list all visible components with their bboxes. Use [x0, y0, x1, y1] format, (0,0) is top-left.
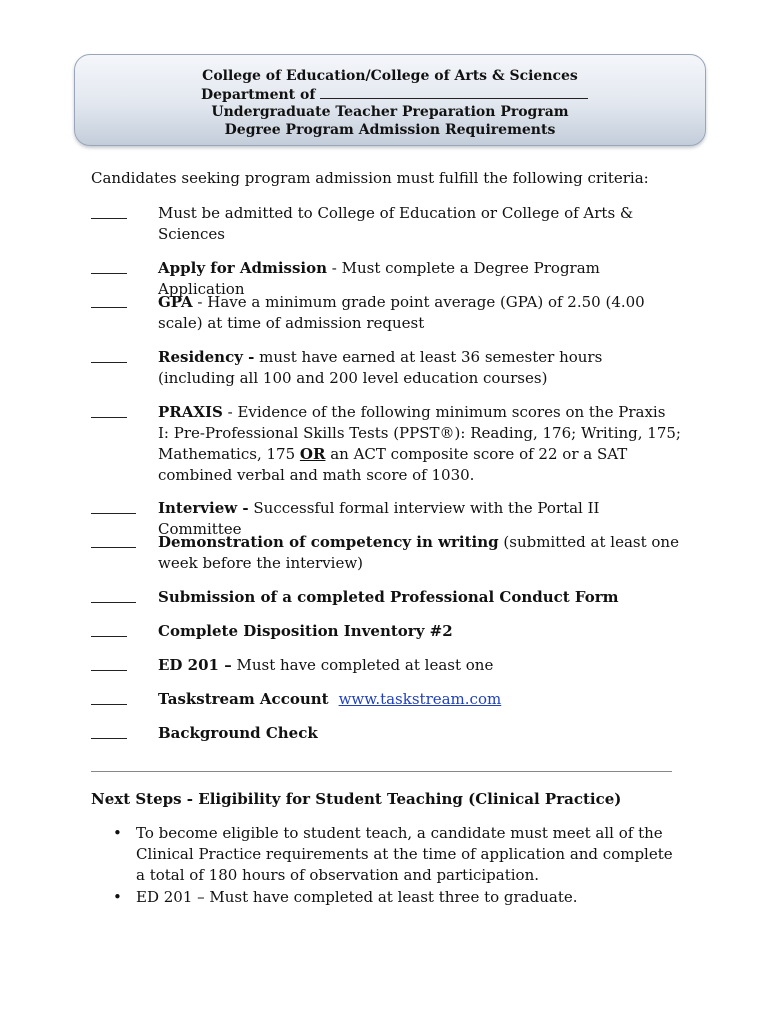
section-divider: [91, 771, 672, 772]
criterion-or: OR: [299, 445, 326, 463]
department-blank-line: [320, 85, 588, 99]
checklist-blank: [91, 655, 127, 671]
criterion-text: Must be admitted to College of Education or College of Arts & Sciences: [158, 204, 634, 243]
criterion-label: Taskstream Account: [158, 690, 329, 708]
criterion-text: - Must complete a Degree Program Application: [158, 259, 600, 298]
criterion-label: ED 201 –: [158, 656, 232, 674]
criterion-label: Apply for Admission: [158, 259, 328, 277]
checklist-blank: [91, 621, 127, 637]
criterion-label: Background Check: [158, 724, 318, 742]
header-department-label: Department of: [201, 87, 316, 103]
criterion-label: Submission of a completed Professional Conduct Form: [158, 588, 619, 606]
criterion-text: - Have a minimum grade point average (GPA) of 2.50 (4.00 scale) at time of admission request: [158, 293, 645, 332]
criterion-text-after: an ACT composite score of 22 or a SAT combined verbal and math score of 1030.: [158, 445, 628, 484]
checklist-blank: [91, 587, 136, 603]
criterion-label: PRAXIS: [158, 403, 223, 421]
criterion-label: Interview -: [158, 499, 249, 517]
header-college: College of Education/College of Arts & Sciences: [202, 68, 578, 84]
criterion-text: Successful formal interview with the Portal II Committee: [158, 499, 600, 538]
bullet-marker: •: [113, 824, 122, 842]
header-program: Undergraduate Teacher Preparation Program: [211, 104, 569, 120]
checklist-blank: [91, 532, 136, 548]
checklist-blank: [91, 203, 127, 219]
checklist-blank: [91, 498, 136, 514]
checklist-blank: [91, 723, 127, 739]
criterion-label: Complete Disposition Inventory #2: [158, 622, 453, 640]
checklist-blank: [91, 258, 127, 274]
criterion-text: - Evidence of the following minimum scores on the Praxis I: Pre-Professional Skills Tests (PPST®): Reading, 176; Writing, 175; Mathematics, 175: [158, 403, 681, 463]
next-steps-heading: Next Steps - Eligibility for Student Teaching (Clinical Practice): [91, 790, 622, 808]
checklist-blank: [91, 347, 127, 363]
bullet-text: ED 201 – Must have completed at least three to graduate.: [136, 888, 578, 906]
bullet-marker: •: [113, 888, 122, 906]
header-department: [201, 85, 770, 104]
checklist-blank: [91, 292, 127, 308]
checklist-blank: [91, 689, 127, 705]
bullet-text: To become eligible to student teach, a candidate must meet all of the Clinical Practice requirements at the time of application and complete a total of 180 hours of observation and participation.: [136, 824, 673, 884]
criterion-text: (submitted at least one week before the interview): [158, 533, 679, 572]
criterion-label: GPA: [158, 293, 193, 311]
checklist-blank: [91, 402, 127, 418]
criterion-text: Must have completed at least one: [231, 656, 494, 674]
criterion-label: Demonstration of competency in writing: [158, 533, 499, 551]
header-requirements: Degree Program Admission Requirements: [224, 122, 556, 138]
criterion-text: must have earned at least 36 semester hours (including all 100 and 200 level education courses): [158, 348, 603, 387]
document-header-box: [74, 54, 706, 146]
intro-text: Candidates seeking program admission must fulfill the following criteria:: [91, 169, 649, 187]
taskstream-link[interactable]: www.taskstream.com: [338, 690, 502, 708]
criterion-label: Residency -: [158, 348, 255, 366]
